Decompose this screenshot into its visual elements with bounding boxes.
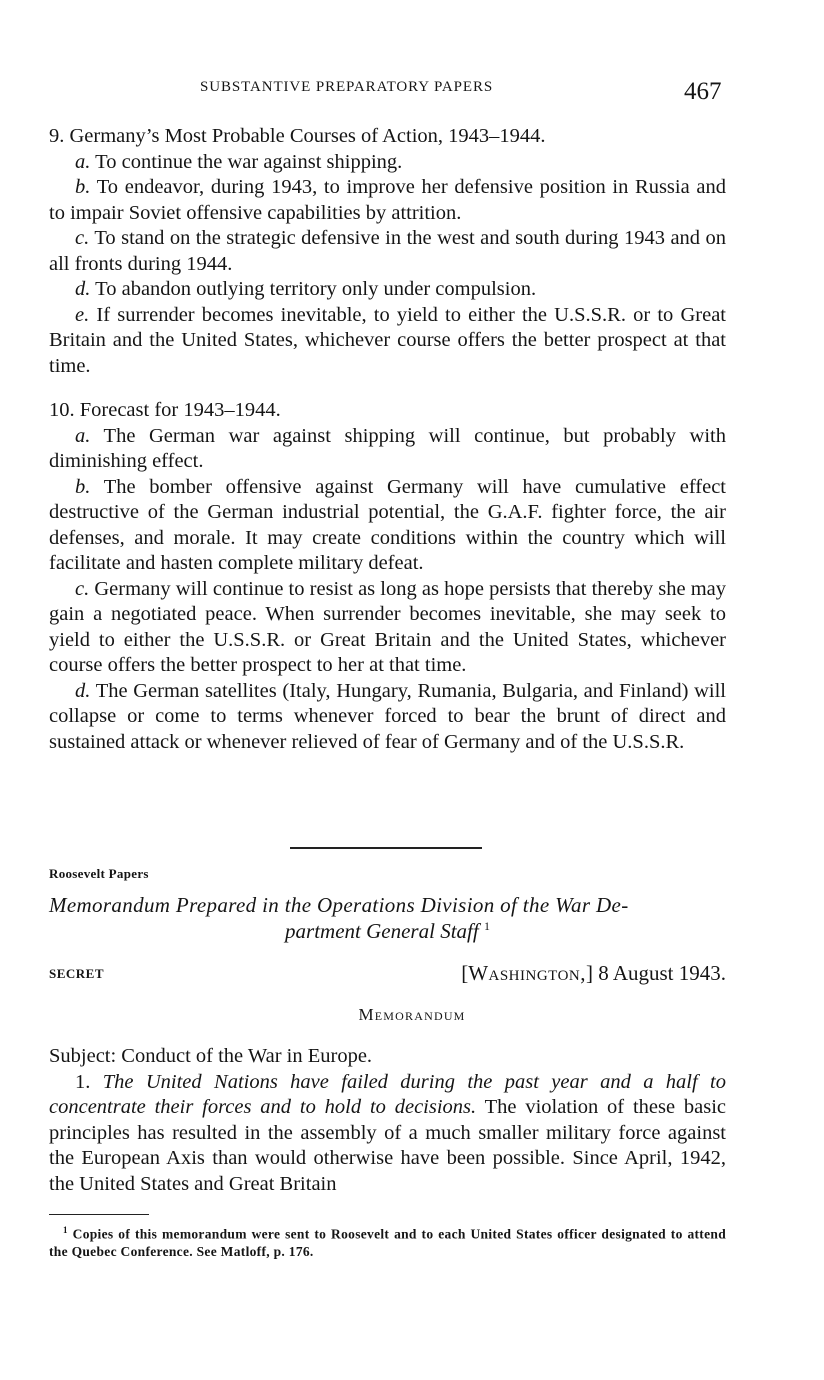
item-text: To continue the war against shipping.	[90, 150, 403, 173]
memo-subject: Subject: Conduct of the War in Europe.	[49, 1045, 373, 1067]
item-letter: c.	[75, 577, 90, 600]
bracket-close: ]	[585, 961, 593, 985]
item-text: The bomber offensive against Germany will have cumulative effect destructive of the German industrial potential, the G.A.F. fighter force, the air defenses, and morale. It may create conditions within the country which will facilitate and hasten complete military defeat.	[49, 475, 726, 574]
memorandum-body	[49, 1044, 726, 1197]
dateline-date: 8 August 1943.	[592, 961, 726, 985]
item-letter: a.	[75, 150, 91, 173]
page-number: 467	[684, 78, 722, 105]
list-item	[49, 150, 726, 176]
item-text: If surrender becomes inevitable, to yield to either the U.S.S.R. or to Great Britain and the United States, whichever course offers the better prospect at that time.	[49, 303, 726, 377]
paragraph-emphasis: The United Nations have failed during the past year and a half to concentrate their forces and to hold to decisions.	[49, 1070, 727, 1118]
memorandum-heading: Memorandum	[358, 1005, 466, 1024]
paragraph-text: The violation of these basic principles has resulted in the assembly of a much smaller military force against the European Axis than would otherwise have been possible. Since April, 1942, the United States and Great Britain	[49, 1096, 727, 1195]
item-letter: c.	[75, 227, 90, 249]
item-letter: a.	[75, 424, 91, 447]
footnote-rule	[49, 1214, 149, 1215]
list-item	[49, 424, 726, 475]
list-item	[49, 679, 726, 756]
item-text: To stand on the strategic defensive in the west and south during 1943 and on all fronts during 1944.	[49, 227, 726, 275]
list-item	[49, 277, 726, 303]
dateline	[461, 961, 726, 986]
paragraph-number: 1.	[75, 1070, 103, 1093]
document-title-line-1: Memorandum Prepared in the Operations Division of the War De-	[49, 893, 629, 917]
item-text: The German satellites (Italy, Hungary, Rumania, Bulgaria, and Finland) will collapse or come to terms whenever forced to bear the brunt of direct and sustained attack or whenever relieved of fear of Germany and of the U.S.S.R.	[49, 679, 726, 753]
footnote	[49, 1222, 726, 1260]
list-item	[49, 577, 726, 679]
item-letter: b.	[75, 176, 91, 198]
list-item	[49, 475, 726, 577]
footnote-reference: 1	[483, 919, 490, 933]
document-title-line-2-text: partment General Staff	[285, 919, 479, 943]
classification-label: SECRET	[49, 966, 105, 981]
item-letter: e.	[75, 303, 90, 326]
section-10-heading: 10. Forecast for 1943–1944.	[49, 399, 281, 421]
document-title	[49, 892, 726, 944]
source-label: Roosevelt Papers	[49, 866, 149, 881]
list-item	[49, 226, 726, 277]
item-text: To abandon outlying territory only under compulsion.	[90, 278, 537, 300]
section-divider	[290, 847, 482, 849]
list-item	[49, 175, 726, 226]
bracket-open: [	[461, 961, 469, 985]
item-text: To endeavor, during 1943, to improve her defensive position in Russia and to impair Soviet offensive capabilities by attrition.	[49, 176, 726, 224]
section-9	[49, 124, 726, 379]
footnote-text: Copies of this memorandum were sent to Roosevelt and to each United States officer designated to attend the Quebec Conference. See Matloff, p. 176.	[49, 1226, 726, 1259]
footnote-mark: 1	[63, 1225, 68, 1235]
memo-paragraph-1	[49, 1070, 726, 1198]
section-10	[49, 398, 726, 755]
list-item	[49, 303, 726, 380]
item-letter: b.	[75, 475, 91, 498]
item-letter: d.	[75, 278, 91, 300]
running-head: SUBSTANTIVE PREPARATORY PAPERS	[200, 79, 494, 95]
section-9-heading: 9. Germany’s Most Probable Courses of Action, 1943–1944.	[49, 125, 546, 147]
item-letter: d.	[75, 679, 91, 702]
dateline-place: Washington,	[468, 961, 586, 985]
document-title-line-2	[49, 918, 726, 944]
item-text: The German war against shipping will continue, but probably with diminishing effect.	[49, 424, 726, 472]
item-text: Germany will continue to resist as long as hope persists that thereby she may gain a negotiated peace. When surrender becomes inevitable, she may seek to yield to either the U.S.S.R. or Great Britain and the United States, whichever course offers the better prospect to her at that time.	[49, 577, 726, 676]
